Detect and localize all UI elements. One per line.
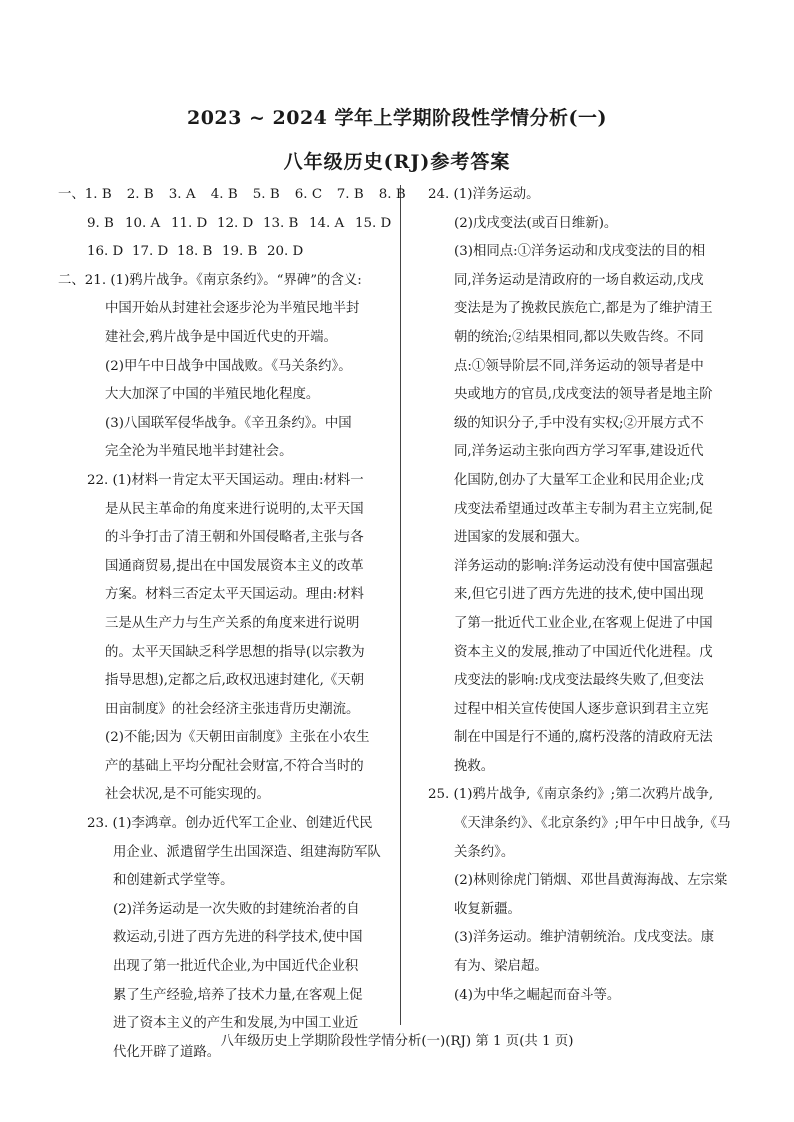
answer-item: 17. D <box>132 244 169 260</box>
answer-line: 三是从生产力与生产关系的角度来进行说明 <box>105 615 360 631</box>
answer-line: 进国家的发展和强大。 <box>454 530 588 546</box>
answer-line: (2)林则徐虎门销烟、邓世昌黄海海战、左宗棠 <box>454 873 728 889</box>
answer-line: (3)八国联军侵华战争。《辛丑条约》。中国 <box>105 415 352 431</box>
right-column <box>428 181 758 1010</box>
answer-item: 13. B <box>263 215 299 231</box>
answer-item: 4. B <box>210 187 238 202</box>
answer-line: 和创建新式学堂等。 <box>113 873 234 889</box>
answer-line: 进了资本主义的产生和发展,为中国工业近 <box>113 1016 359 1032</box>
answer-line: 级的知识分子,手中没有实权;②开展方式不 <box>454 415 704 431</box>
answer-line: 救运动,引进了西方先进的科学技术,使中国 <box>113 930 363 946</box>
answer-line: 同,洋务运动主张向西方学习军事,建设近代 <box>454 444 704 460</box>
answer-line: (3)洋务运动。维护清朝统治。戊戌变法。康 <box>454 930 714 946</box>
answer-line: (2)甲午中日战争中国战败。《马关条约》。 <box>105 358 352 374</box>
answer-line: 收复新疆。 <box>454 901 521 917</box>
answer-line: (2)戊戌变法(或百日维新)。 <box>454 215 618 231</box>
section-one-label: 一、 <box>58 187 85 202</box>
answer-item: 19. B <box>222 244 258 260</box>
answer-line: 资本主义的发展,推动了中国近代化进程。戊 <box>454 644 713 660</box>
answer-item: 12. D <box>217 215 254 231</box>
answer-line: 23. (1)李鸿章。创办近代军工企业、创建近代民 <box>87 816 373 832</box>
answer-line: 戌变法希望通过改革主专制为君主立宪制,促 <box>454 501 713 517</box>
answer-line: 同,洋务运动是清政府的一场自救运动,戊戌 <box>454 272 704 288</box>
answer-item: 7. B <box>336 187 364 202</box>
answer-line: 产的基础上平均分配社会财富,不符合当时的 <box>105 758 364 774</box>
answer-line: 大大加深了中国的半殖民地化程度。 <box>105 387 320 403</box>
answer-item: 8. B <box>378 187 406 202</box>
answer-line: 制在中国是行不通的,腐朽没落的清政府无法 <box>454 730 713 746</box>
mc-answers-row-1 <box>58 181 406 210</box>
page-footer: 八年级历史上学期阶段性学情分析(一)(RJ) 第 1 页(共 1 页) <box>220 1034 574 1049</box>
answer-line: 指导思想),定都之后,政权迅速封建化,《天朝 <box>105 673 365 689</box>
answer-line: 洋务运动的影响:洋务运动没有使中国富强起 <box>454 558 713 574</box>
answer-line: 戌变法的影响:戊戌变法最终失败了,但变法 <box>454 673 704 689</box>
answer-line: 挽救。 <box>454 758 495 774</box>
answer-line: (4)为中华之崛起而奋斗等。 <box>454 987 621 1003</box>
page-subtitle: 八年级历史(RJ)参考答案 <box>283 151 511 173</box>
answer-line: 中国开始从封建社会逐步沦为半殖民地半封 <box>105 301 360 317</box>
answer-item: 16. D <box>87 244 124 260</box>
answer-line: 用企业、派遣留学生出国深造、组建海防军队 <box>113 844 381 860</box>
answer-line: 方案。材料三否定太平天国运动。理由:材料 <box>105 587 364 603</box>
answer-line: 朝的统治;②结果相同,都以失败告终。不同 <box>454 329 704 345</box>
answer-item: 1. B <box>84 187 112 202</box>
answer-line: 田亩制度》的社会经济主张违背历史潮流。 <box>105 701 360 717</box>
answer-line: 《天津条约》、《北京条约》;甲午中日战争,《马 <box>454 816 731 832</box>
answer-line: 出现了第一批近代企业,为中国近代企业积 <box>113 959 359 975</box>
answer-line: 建社会,鸦片战争是中国近代史的开端。 <box>105 329 337 345</box>
answer-line: 化国防,创办了大量军工企业和民用企业;戊 <box>454 472 704 488</box>
answer-line: 的。太平天国缺乏科学思想的指导(以宗教为 <box>105 644 365 660</box>
answer-line: 累了生产经验,培养了技术力量,在客观上促 <box>113 987 363 1003</box>
column-divider <box>400 185 401 1025</box>
answer-line: 来,但它引进了西方先进的技术,使中国出现 <box>454 587 704 603</box>
answer-line: 关条约》。 <box>454 844 515 860</box>
answer-item: 14. A <box>309 215 345 231</box>
answer-item: 9. B <box>87 215 114 231</box>
answer-line: 代化开辟了道路。 <box>113 1044 221 1060</box>
answer-item: 11. D <box>171 215 208 231</box>
answer-line: (2)不能;因为《天朝田亩制度》主张在小农生 <box>105 730 370 746</box>
answer-line: 的斗争打击了清王朝和外国侵略者,主张与各 <box>105 530 364 546</box>
answer-item: 15. D <box>355 215 392 231</box>
answer-item: 20. D <box>267 244 304 260</box>
answer-line: 变法是为了挽救民族危亡,都是为了维护清王 <box>454 301 713 317</box>
answer-line: 25. (1)鸦片战争,《南京条约》;第二次鸦片战争, <box>428 787 714 803</box>
answer-line: 22. (1)材料一肯定太平天国运动。理由:材料一 <box>87 472 364 488</box>
answer-line: 社会状况,是不可能实现的。 <box>105 787 270 803</box>
answer-item: 10. A <box>125 215 161 231</box>
answer-line: 过程中相关宣传使国人逐步意识到君主立宪 <box>454 701 709 717</box>
answer-line: 二、21. (1)鸦片战争。《南京条约》。“界碑”的含义: <box>58 272 362 288</box>
answer-line: 是从民主革命的角度来进行说明的,太平天国 <box>105 501 364 517</box>
answer-line: 央或地方的官员,戊戌变法的领导者是地主阶 <box>454 387 713 403</box>
answer-line: 国通商贸易,提出在中国发展资本主义的改革 <box>105 558 364 574</box>
answer-line: 24. (1)洋务运动。 <box>428 187 540 202</box>
answer-item: 6. C <box>294 187 323 202</box>
answer-item: 3. A <box>168 187 196 202</box>
mc-answers-row-2 <box>61 210 394 239</box>
answer-line: (2)洋务运动是一次失败的封建统治者的自 <box>113 901 360 917</box>
page-title: 2023 ~ 2024 学年上学期阶段性学情分析(一) <box>186 107 607 129</box>
answer-item: 18. B <box>177 244 213 260</box>
answer-line: (3)相同点:①洋务运动和戊戌变法的目的相 <box>454 244 706 260</box>
answer-item: 2. B <box>126 187 154 202</box>
answer-item: 5. B <box>252 187 280 202</box>
answer-line: 点:①领导阶层不同,洋务运动的领导者是中 <box>454 358 704 374</box>
answer-line: 了第一批近代工业企业,在客观上促进了中国 <box>454 615 713 631</box>
answer-line: 有为、梁启超。 <box>454 959 548 975</box>
mc-answers-row-3 <box>61 238 394 267</box>
answer-line: 完全沦为半殖民地半封建社会。 <box>105 444 293 460</box>
